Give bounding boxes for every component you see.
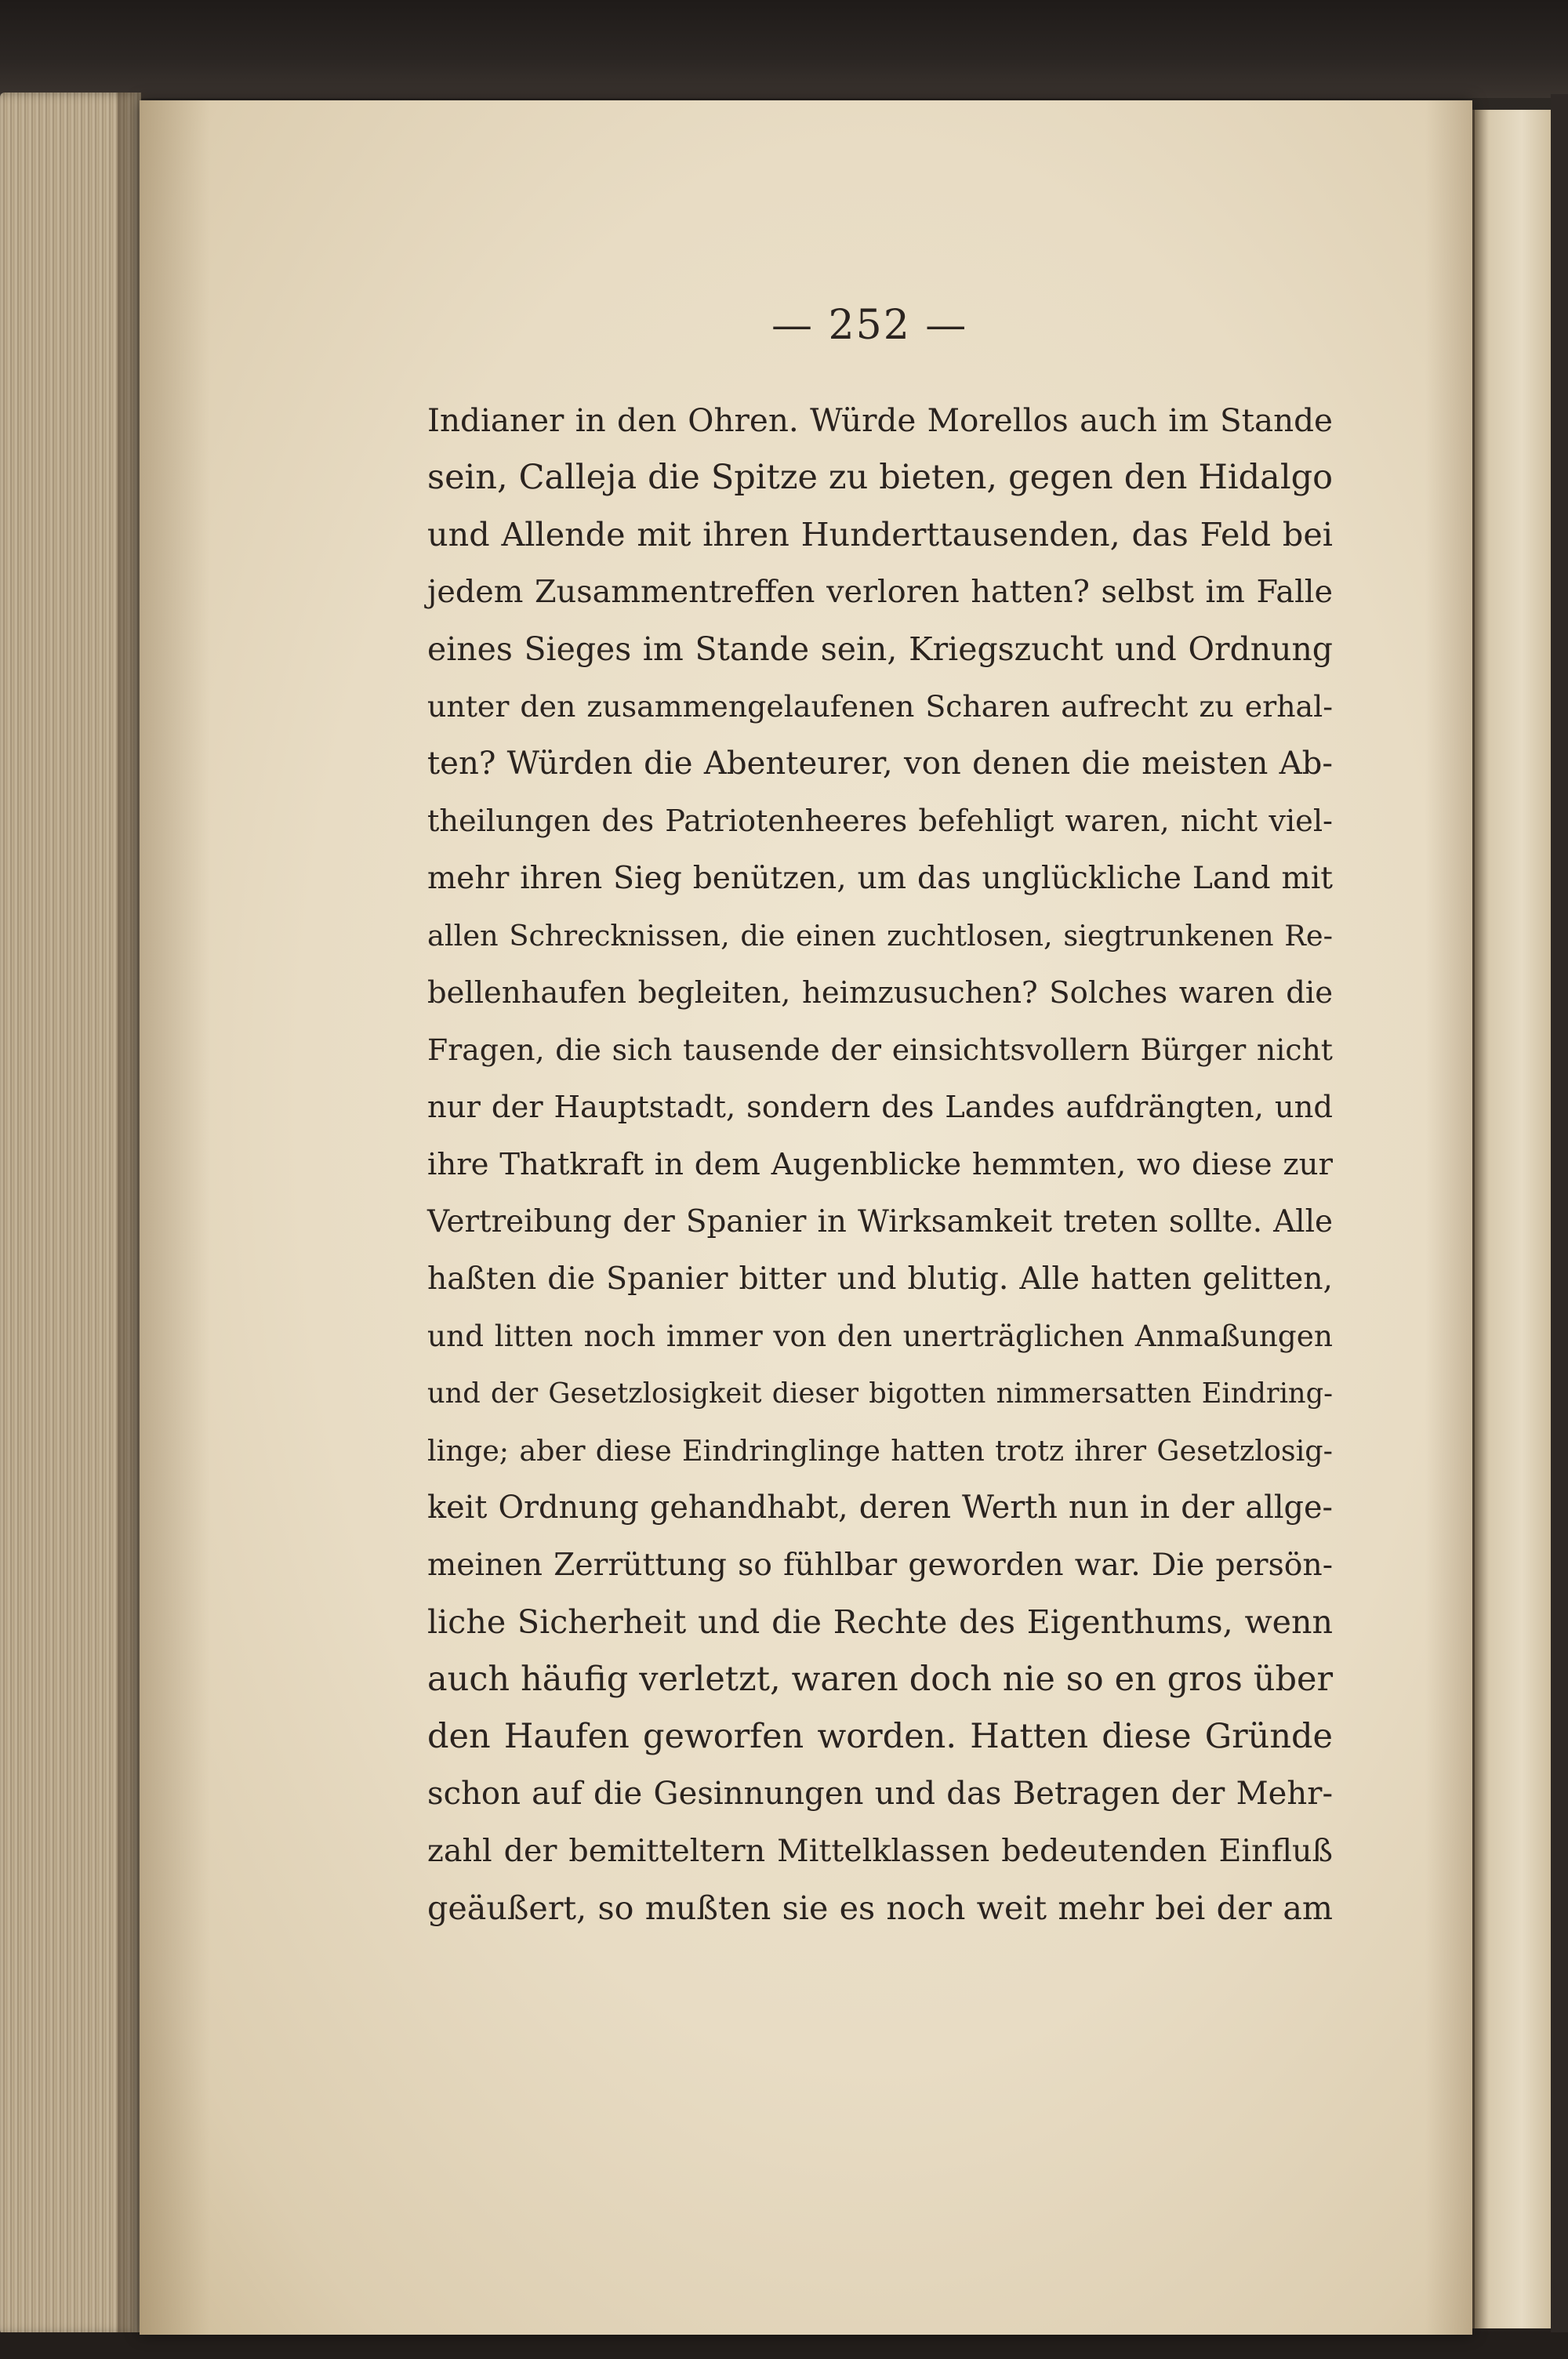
text-line: bellenhaufen begleiten, heimzusuchen? Solches waren die	[427, 975, 1333, 1011]
book-cover-right	[1551, 94, 1568, 2336]
page-number: — 252 —	[771, 302, 968, 349]
text-line: meinen Zerrüttung so fühlbar geworden war. Die persön-	[427, 1548, 1333, 1583]
facing-page-edge	[1472, 110, 1553, 2328]
text-line: zahl der bemitteltern Mittelklassen bedeutenden Einfluß	[427, 1833, 1333, 1869]
text-line: Vertreibung der Spanier in Wirksamkeit treten sollte. Alle	[427, 1204, 1333, 1239]
text-line: theilungen des Patriotenheeres befehligt waren, nicht viel-	[427, 804, 1333, 839]
text-line: unter den zusammengelaufenen Scharen aufrecht zu erhal-	[427, 689, 1333, 724]
text-line: Indianer in den Ohren. Würde Morellos auch im Stande	[427, 401, 1333, 439]
text-line: mehr ihren Sieg benützen, um das unglückliche Land mit	[427, 861, 1333, 896]
text-line: ihre Thatkraft in dem Augenblicke hemmten, wo diese zur	[427, 1147, 1333, 1182]
text-line: schon auf die Gesinnungen und das Betragen der Mehr-	[427, 1776, 1333, 1812]
text-line: und litten noch immer von den unerträglichen Anmaßungen	[427, 1319, 1333, 1353]
text-line: und Allende mit ihren Hunderttausenden, das Feld bei	[427, 516, 1333, 553]
text-line: Fragen, die sich tausende der einsichtsvollern Bürger nicht	[427, 1033, 1333, 1067]
text-line: und der Gesetzlosigkeit dieser bigotten nimmersatten Eindring-	[427, 1377, 1333, 1410]
book-cover-bottom	[0, 2332, 1568, 2359]
text-line: sein, Calleja die Spitze zu bieten, gegen den Hidalgo	[427, 458, 1333, 497]
text-line: allen Schrecknissen, die einen zuchtlosen, siegtrunkenen Re-	[427, 919, 1333, 953]
text-line: liche Sicherheit und die Rechte des Eigenthums, wenn	[427, 1603, 1333, 1641]
text-line: haßten die Spanier bitter und blutig. Alle hatten gelitten,	[427, 1261, 1333, 1297]
text-line: den Haufen geworfen worden. Hatten diese Gründe	[427, 1717, 1333, 1756]
text-line: linge; aber diese Eindringlinge hatten trotz ihrer Gesetzlosig-	[427, 1434, 1333, 1468]
text-line: nur der Hauptstadt, sondern des Landes aufdrängten, und	[427, 1090, 1333, 1125]
text-line: ten? Würden die Abenteurer, von denen die meisten Ab-	[427, 746, 1333, 782]
text-line: auch häufig verletzt, waren doch nie so en gros über	[427, 1660, 1333, 1699]
text-line: eines Sieges im Stande sein, Kriegszucht und Ordnung	[427, 630, 1333, 668]
text-line: keit Ordnung gehandhabt, deren Werth nun in der allge-	[427, 1490, 1333, 1526]
page-text	[427, 392, 1333, 1937]
text-line: geäußert, so mußten sie es noch weit mehr bei der am	[427, 1889, 1333, 1927]
book-cover-top	[0, 0, 1568, 98]
text-line: jedem Zusammentreffen verloren hatten? selbst im Falle	[427, 574, 1333, 610]
